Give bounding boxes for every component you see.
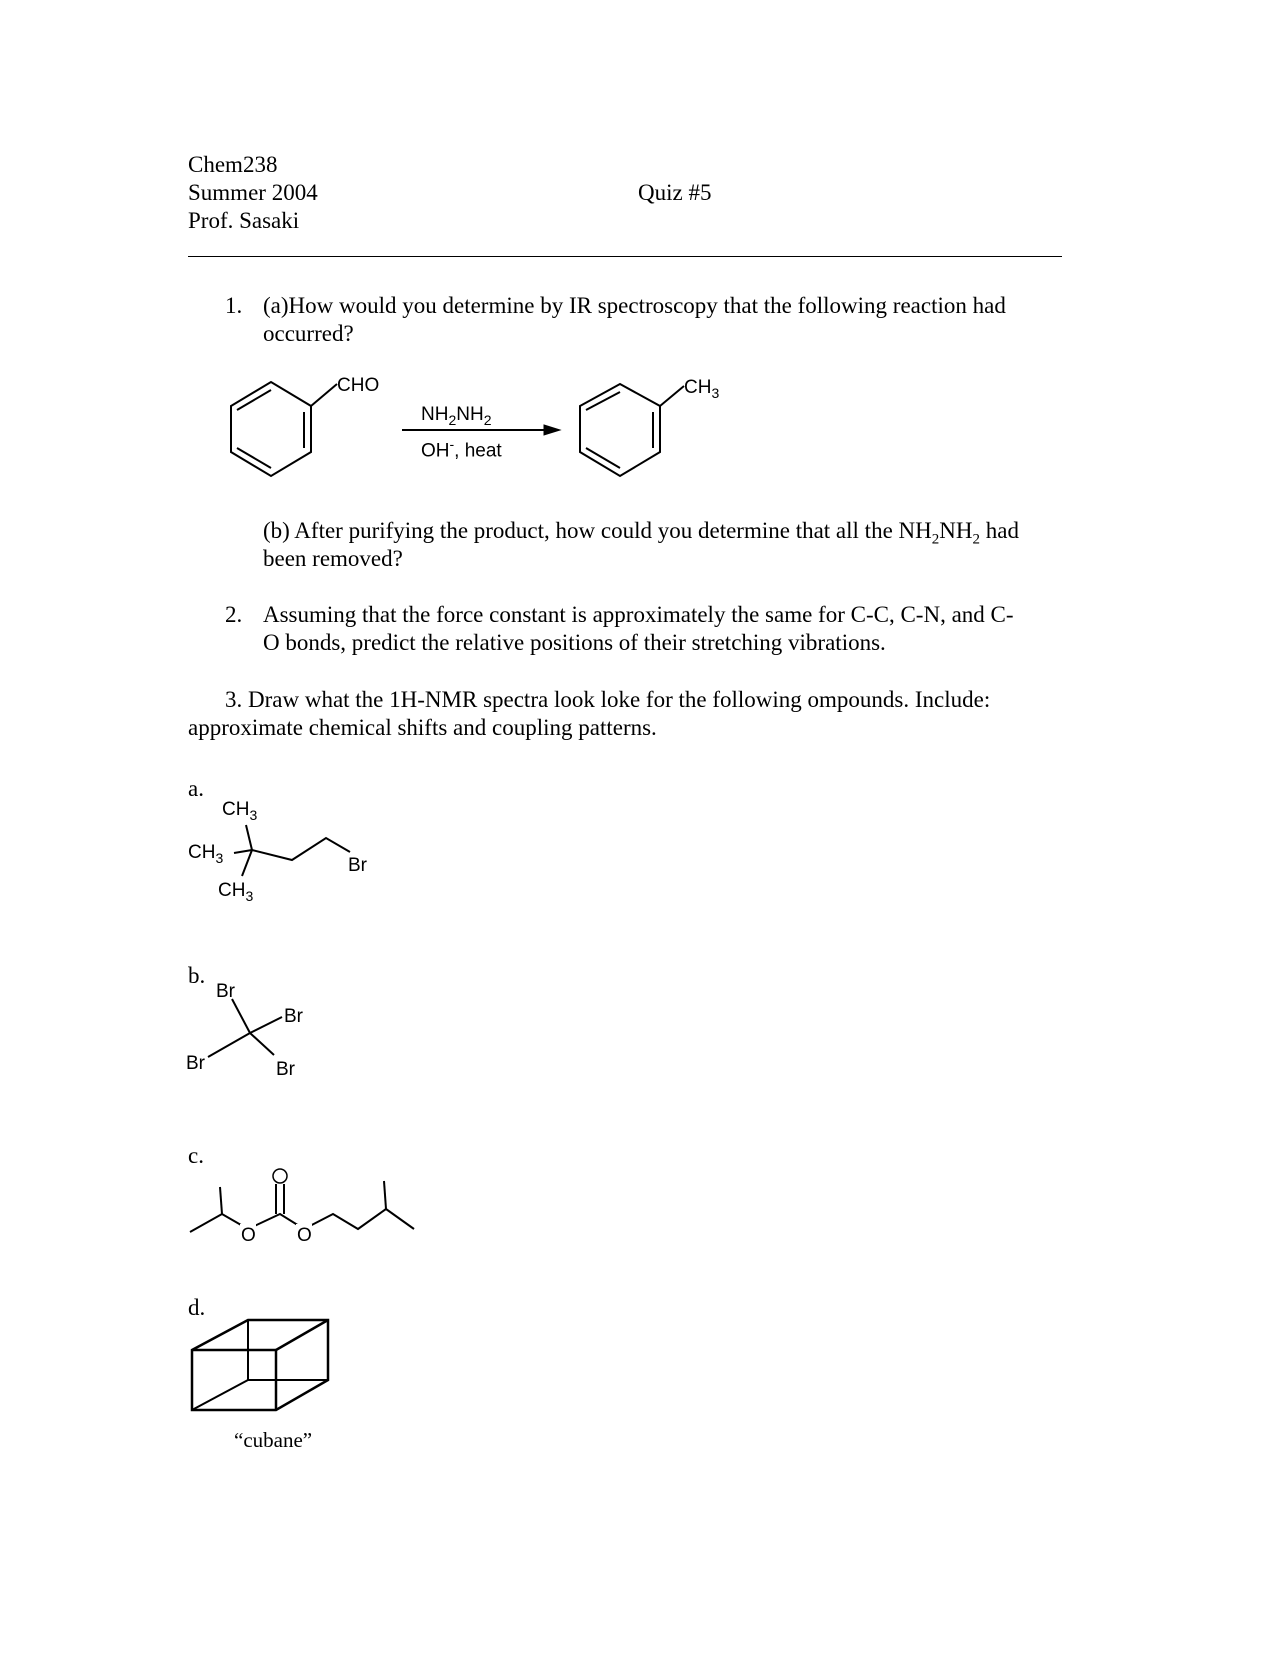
course-name: Chem238 — [188, 152, 278, 177]
question-3-text-cont: approximate chemical shifts and coupling patterns. — [188, 715, 657, 740]
question-1-number: 1. — [225, 293, 243, 318]
svg-text:CH3: $CH_3$ — [188, 842, 224, 866]
cubane-structure — [188, 1318, 338, 1418]
question-1a-text: (a)How would you determine by IR spectroscopy that the following reaction had — [263, 293, 1006, 318]
instructor: Prof. Sasaki — [188, 208, 300, 233]
methyl-label: $CH_3$ — [684, 377, 720, 401]
compound-d-letter: d. — [188, 1295, 206, 1320]
quiz-title: Quiz #5 — [638, 180, 712, 205]
svg-text:O: O — [241, 1225, 256, 1246]
question-1a-text-cont: occurred? — [263, 321, 354, 346]
question-2-number: 2. — [225, 602, 243, 627]
compound-a-structure — [180, 790, 410, 910]
question-2-text-cont: O bonds, predict the relative positions of their stretching vibrations. — [263, 630, 886, 655]
term: Summer 2004 — [188, 180, 318, 205]
svg-text:CH3: $CH_3$ — [218, 880, 254, 904]
toluene-structure — [572, 372, 732, 482]
question-3-text: 3. Draw what the 1H-NMR spectra look loke for the following ompounds. Include: — [225, 687, 991, 712]
cubane-caption: “cubane” — [234, 1428, 313, 1452]
svg-text:O: O — [297, 1225, 312, 1246]
compound-b-letter: b. — [188, 963, 206, 988]
svg-text:Br: Br — [348, 855, 367, 876]
compound-b-structure — [180, 975, 330, 1085]
header-divider — [188, 256, 1062, 257]
question-1b-text: (b) After purifying the product, how could you determine that all the $NH_2NH_2$ had — [263, 518, 1019, 548]
aldehyde-label: CHO — [337, 375, 380, 396]
svg-text:Br: Br — [284, 1006, 303, 1027]
question-1b-text-cont: been removed? — [263, 546, 403, 571]
svg-text:CH3: $CH_3$ — [222, 799, 258, 823]
reagent-bottom: OH-, heat — [421, 436, 502, 462]
question-2-text: Assuming that the force constant is approximately the same for C-C, C-N, and C- — [263, 602, 1014, 627]
compound-c-structure — [180, 1162, 410, 1247]
reagent-top: $NH_2NH_2$ — [421, 404, 492, 428]
svg-text:Br: Br — [276, 1059, 295, 1080]
svg-text:Br: Br — [186, 1053, 205, 1074]
compound-a-letter: a. — [188, 776, 204, 801]
benzaldehyde-structure — [220, 370, 400, 480]
svg-text:Br: Br — [216, 981, 235, 1002]
compound-c-letter: c. — [188, 1143, 204, 1168]
